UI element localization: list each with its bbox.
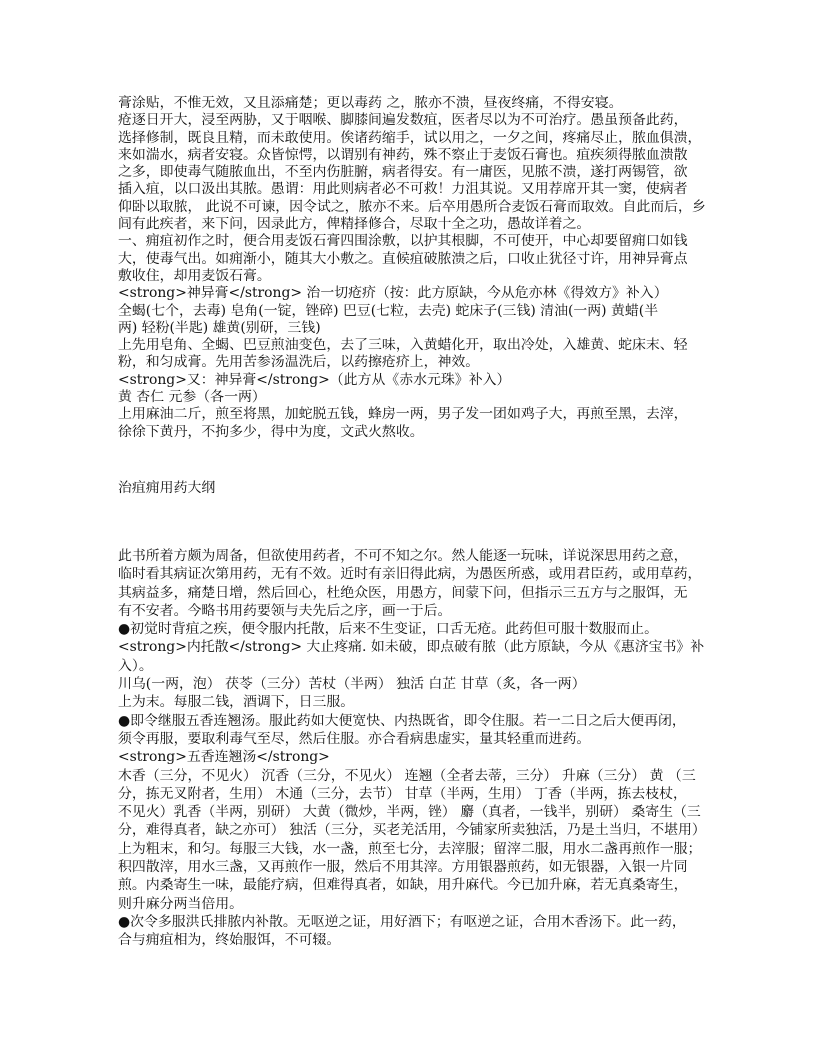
- text-line: 须令再服，要取利毒气至尽，然后住服。亦合看病患虚实，量其轻重而进药。: [118, 730, 591, 747]
- text-line: 疮逐日开大，浸至两胁，又于咽喉、脚膝间遍发数疽，医者尽以为不可治疗。愚虽预备此药，: [118, 112, 688, 129]
- text-line: 有不安者。今略书用药要领与夫先后之序，画一于后。: [118, 602, 452, 619]
- document-section-2: [118, 547, 718, 950]
- text-line: 插入疽，以口汲出其脓。愚谓：用此则病者必不可救！力沮其说。又用荐席开其一窦，使病者: [118, 181, 688, 198]
- text-line: 敷收住，却用麦饭石膏。: [118, 267, 271, 284]
- text-line: 膏涂贴，不惟无效，又且添痛楚；更以毒药 之，脓亦不溃，昼夜终痛，不得安寝。: [118, 95, 623, 111]
- text-line: 黄 杏仁 元参（各一两）: [118, 389, 266, 406]
- text-line: 木香（三分，不见火） 沉香（三分，不见火） 连翘（全者去蒂，三分） 升麻（三分） 黄 （三: [118, 767, 696, 784]
- text-line: 全蝎(七个，去毒) 皂角(一锭，锉碎) 巴豆(七粒，去壳) 蛇床子(三钱) 清油(一两) 黄蜡(半: [118, 302, 659, 319]
- text-line: 大，使毒气出。如痈渐小，随其大小敷之。直候疽破脓溃之后，口收止犹径寸许，用神异膏点: [118, 250, 688, 267]
- document-section-1: [118, 95, 718, 441]
- text-line: 选择修制，既良且精，而未敢使用。俟诸药缩手，试以用之，一夕之间，疼痛尽止，脓血俱溃，: [118, 129, 702, 146]
- text-line: 合与痈疽相为，终始服饵，不可辍。: [118, 932, 341, 949]
- text-line: 仰卧以取脓， 此说不可谏，因令试之，脓亦不来。后卒用愚所合麦饭石膏而取效。自此而后，乡: [118, 198, 706, 215]
- text-line: 粉，和匀成膏。先用苦参汤温洗后，以药擦疮疥上，神效。: [118, 354, 480, 371]
- text-line: 临时看其病证次第用药，无有不效。近时有亲旧得此病，为愚医所惑，或用君臣药，或用草药，: [118, 566, 702, 583]
- bullet-line: ●初觉时背疽之疾，便令服内托散，后来不生变证，口舌无疮。此药但可服十数服而止。: [118, 621, 658, 638]
- recipe-title-line: <strong>神异膏</strong> 治一切疮疥（按：此方原缺，今从危亦林《得效方》补入）: [118, 285, 668, 302]
- recipe-title-line: <strong>又：神异膏</strong>（此方从《赤水元珠》补入）: [118, 371, 511, 388]
- text-line: 上为粗末，和匀。每服三大钱，水一盏，煎至七分，去滓服；留滓二服，用水二盏再煎作一服；: [118, 840, 702, 857]
- text-line: 不见火）乳香（半两，别研） 大黄（微炒，半两，锉） 麝（真者，一钱半，别研） 桑寄生（三: [118, 804, 701, 821]
- text-line: 闾有此疾者，来下问，因录此方，俾精择修合，尽取十全之功，愚故详着之。: [118, 216, 591, 233]
- text-line: 川乌(一两，泡） 茯苓（三分）苦杖（半两） 独活 白芷 甘草（炙，各一两）: [118, 676, 586, 693]
- bullet-line: ●次令多服洪氏排脓内补散。无呕逆之证，用好酒下；有呕逆之证，合用木香汤下。此一药，: [118, 913, 686, 930]
- text-line: 积四散滓，用水三盏，又再煎作一服，然后不用其滓。方用银器煎药，如无银器，入银一片同: [118, 859, 688, 876]
- text-line: 上为末。每服二钱，酒调下，日三服。: [118, 694, 355, 711]
- text-line: 分，拣无叉附者，生用） 木通（三分，去节） 甘草（半两，生用） 丁香（半两，拣去枝杖，: [118, 785, 687, 802]
- text-line: 两) 轻粉(半匙) 雄黄(别研，三钱): [118, 319, 321, 336]
- section-heading: 治疽痈用药大纲: [118, 480, 216, 496]
- text-line: 上用麻油二斤，煎至将黑，加蛇脱五钱，蜂房一两，男子发一团如鸡子大，再煎至黑，去滓，: [118, 406, 688, 423]
- text-line: 煎。内桑寄生一味，最能疗病，但难得真者，如缺，用升麻代。今已加升麻，若无真桑寄生，: [118, 877, 688, 894]
- text-line: 一、痈疽初作之时，便合用麦饭石膏四围涂敷，以护其根脚，不可使开，中心却要留痈口如钱: [118, 233, 688, 250]
- bullet-line: ●即令继服五香连翘汤。服此药如大便宽快、内热既省，即令住服。若一二日之后大便再闭，: [118, 712, 686, 729]
- text-line: 此书所着方颇为周备，但欲使用药者，不可不知之尔。然人能逐一玩味，详说深思用药之意，: [118, 548, 688, 564]
- text-line: 徐徐下黄丹，不拘多少，得中为度，文武火熬收。: [118, 423, 424, 440]
- text-line: 来如湍水，病者安寝。众皆惊愕，以谓别有神药，殊不察止于麦饭石膏也。疽疾须得脓血溃散: [118, 146, 688, 163]
- recipe-title-line: <strong>五香连翘汤</strong>: [118, 749, 330, 766]
- text-line: 则升麻分两当倍用。: [118, 895, 244, 912]
- text-line: 之多，即使毒气随脓血出，不至内伤脏腑，病者得安。有一庸医，见脓不溃，遂打两锡管，欲: [118, 164, 688, 181]
- text-line: 上先用皂角、全蝎、巴豆煎油变色，去了三味，入黄蜡化开，取出冷处，入雄黄、蛇床末、轻: [118, 337, 688, 354]
- recipe-title-line: <strong>内托散</strong> 大止疼痛. 如未破，即点破有脓（此方原缺，今从《惠济宝书》补: [118, 639, 705, 656]
- text-line: 其病益多，痛楚日增，然后回心，杜绝众医，用愚方，间蒙下问，但指示三五方与之服饵，无: [118, 584, 688, 601]
- text-line: 入）。: [118, 657, 153, 674]
- text-line: 分，难得真者，缺之亦可） 独活（三分，买老羌活用，今铺家所卖独活，乃是土当归，不堪用）: [118, 822, 706, 839]
